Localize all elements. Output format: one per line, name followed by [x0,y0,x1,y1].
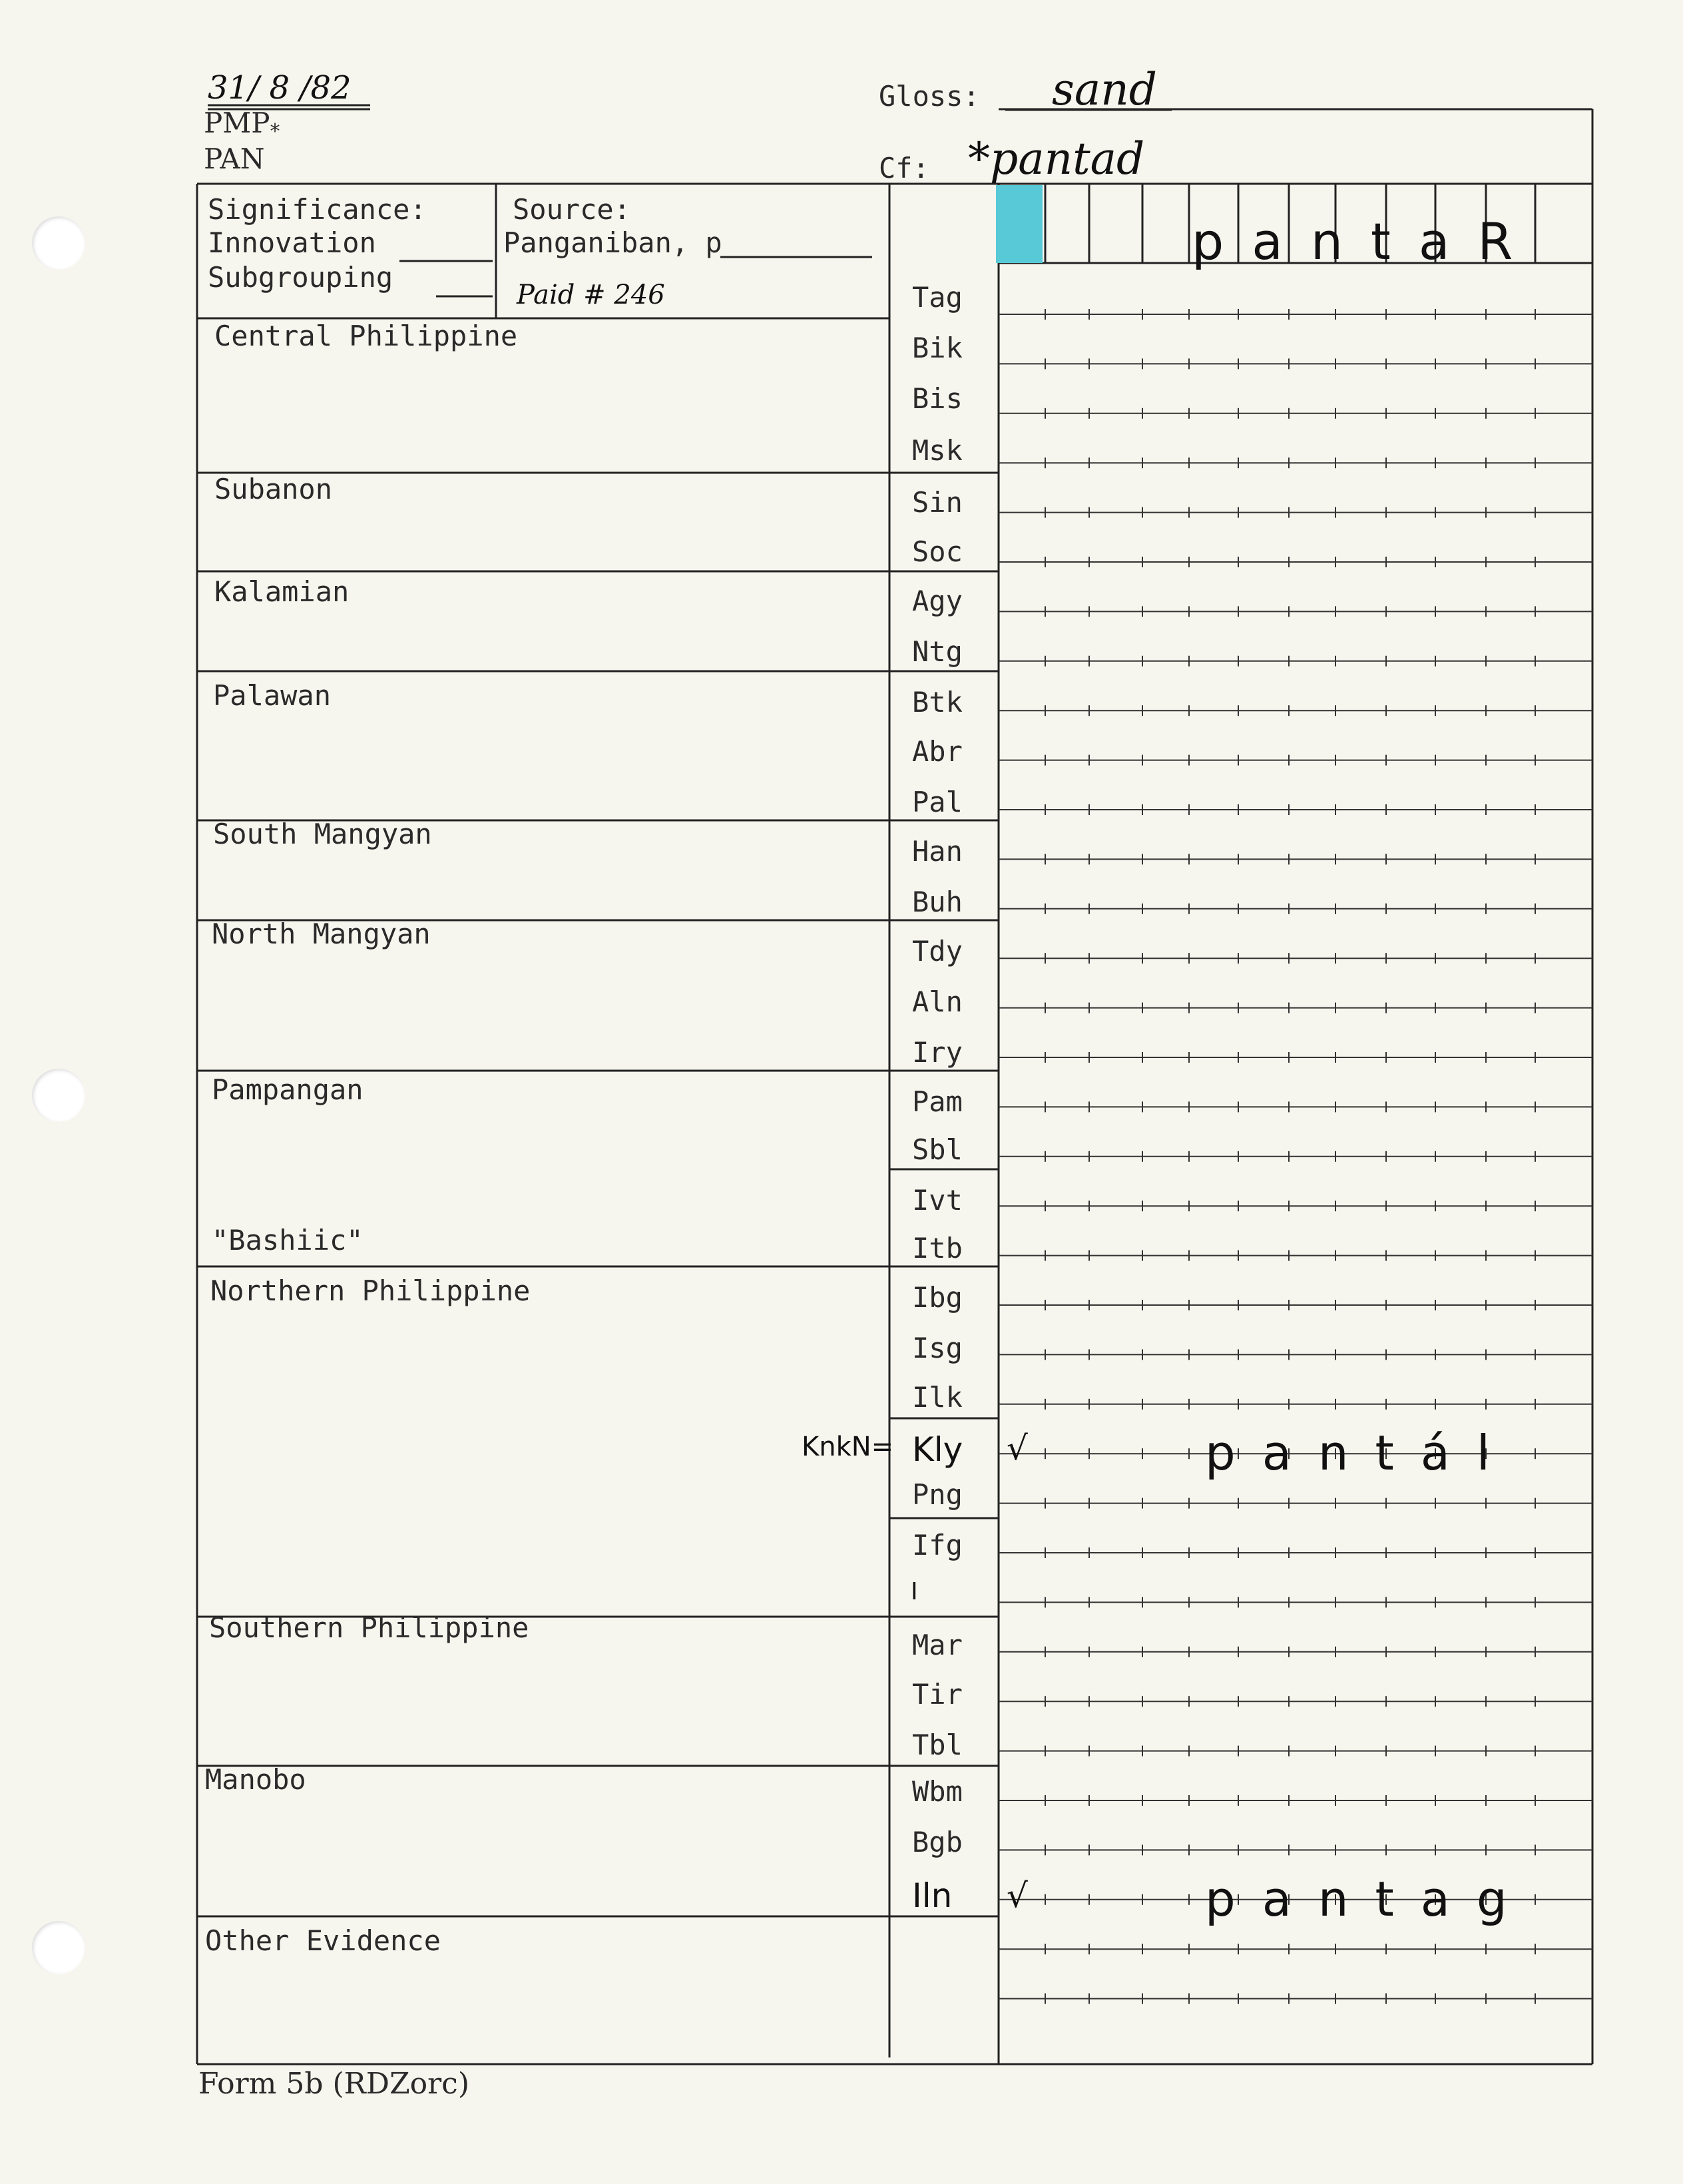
entry-letter: n [1318,1425,1349,1481]
paid-number: Paid # 246 [517,280,665,310]
lang-code: Iry [912,1036,963,1069]
lang-code: Agy [912,585,963,617]
group-northern-philippine: Northern Philippine [210,1274,531,1307]
entry-check-iln: √ [1007,1876,1028,1915]
form-footer: Form 5b (RDZorc) [198,2067,469,2101]
pan-label: PAN [204,142,265,175]
lang-code: Sin [912,486,963,519]
highlighted-cell [996,185,1043,263]
asterisk: * [269,120,282,143]
entry-letter: a [1420,1871,1450,1927]
group-north-mangyan: North Mangyan [212,918,431,950]
lang-code: Png [912,1478,963,1511]
lang-code: Ibg [912,1281,963,1314]
lang-code: Bik [912,332,963,364]
lang-code: Pal [912,786,963,818]
lang-code: Ivt [912,1184,963,1217]
reconstruction-letter: a [1418,212,1450,271]
lang-code: Tir [912,1678,963,1711]
lang-code: Buh [912,886,963,918]
entry-letter: t [1375,1425,1394,1481]
pmp-label: PMP [204,107,270,139]
entry-note-kly: KnkN= [802,1432,894,1462]
entry-letter: l [1476,1425,1490,1481]
lang-code: Kly [912,1430,963,1469]
lang-code: Han [912,835,963,868]
entry-letter: á [1420,1425,1450,1481]
entry-check-kly: √ [1007,1429,1028,1468]
significance-label: Significance: [208,193,427,226]
lang-code: Msk [912,434,963,467]
lang-code: Itb [912,1232,963,1264]
lang-code: Isg [912,1332,963,1364]
date: 31/ 8 /82 [208,69,352,107]
lang-code: Abr [912,735,963,768]
entry-form-kly [1205,1425,1490,1481]
entry-letter: a [1262,1425,1292,1481]
group-southern-philippine: Southern Philippine [209,1611,529,1644]
subgrouping-label: Subgrouping [208,261,393,294]
lang-code: Ilk [912,1381,963,1414]
entry-letter: n [1318,1871,1349,1927]
lang-code: Btk [912,686,963,718]
entry-letter: p [1205,1425,1236,1481]
group-manobo: Manobo [205,1763,306,1796]
lang-code: Bis [912,382,963,415]
lang-code: Tdy [912,935,963,967]
innovation-label: Innovation [208,226,376,259]
source-value: Panganiban, p [503,226,722,259]
lang-code: Tbl [912,1729,963,1761]
lang-code: Aln [912,985,963,1018]
lang-code: Ntg [912,635,963,668]
entry-letter: t [1375,1871,1394,1927]
lang-code: Mar [912,1629,963,1661]
reconstruction-letter: t [1371,212,1391,271]
group-palawan: Palawan [213,679,332,712]
lang-code: Wbm [912,1775,963,1808]
entry-letter: g [1476,1871,1507,1927]
group-bashiic: "Bashiic" [212,1224,363,1256]
lang-code: Pam [912,1085,963,1118]
gloss-value: sand [1052,64,1157,115]
cf-value: *pantad [968,133,1145,184]
source-label: Source: [513,193,631,226]
reconstruction-letter: R [1477,212,1513,271]
reconstruction-letter: a [1252,212,1283,271]
group-subanon: Subanon [214,473,333,505]
reconstruction-form [1192,212,1513,271]
entry-form-iln [1205,1871,1507,1927]
cf-label: Cf: [879,152,929,184]
gloss-label: Gloss: [879,80,980,113]
entry-letter: p [1205,1871,1236,1927]
lang-code: Iln [912,1876,953,1915]
reconstruction-letter: n [1310,212,1343,271]
lang-code: I [911,1578,918,1605]
lang-code: Sbl [912,1133,963,1166]
group-pampangan: Pampangan [212,1073,363,1106]
group-central-philippine: Central Philippine [214,320,518,352]
lang-code: Ifg [912,1529,963,1561]
lang-code: Bgb [912,1826,963,1858]
group-kalamian: Kalamian [214,575,350,608]
reconstruction-letter: p [1192,212,1224,271]
lang-code: Soc [912,535,963,568]
lang-code: Tag [912,281,963,314]
entry-letter: a [1262,1871,1292,1927]
group-south-mangyan: South Mangyan [213,818,432,850]
group-other-evidence: Other Evidence [205,1924,441,1957]
